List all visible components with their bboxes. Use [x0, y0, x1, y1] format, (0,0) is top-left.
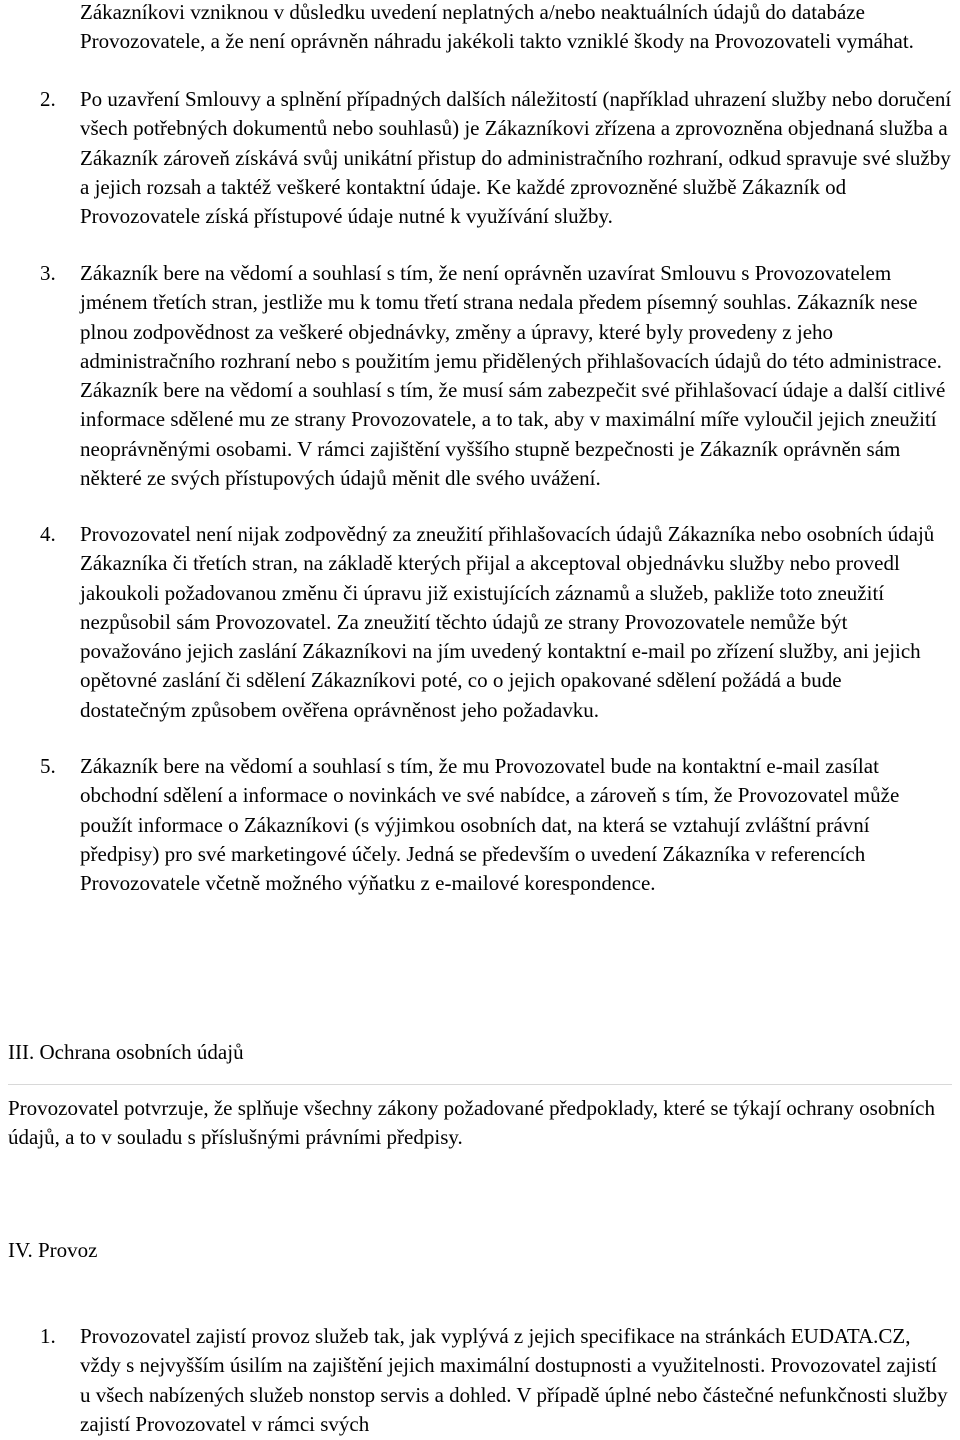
- list-number: 2.: [40, 87, 56, 111]
- section-heading-iv: IV. Provoz: [8, 1238, 98, 1262]
- list-number: 4.: [40, 522, 56, 546]
- section-heading-iii: III. Ochrana osobních údajů: [8, 1040, 244, 1064]
- continuation-text: Zákazníkovi vzniknou v důsledku uvedení neplatných a/nebo neaktuálních údajů do databáze Provozovatele, a že není oprávněn náhradu jakékoli takto vzniklé škody na Provozovateli vymáhat.: [80, 0, 914, 54]
- list-number: 1.: [40, 1324, 56, 1348]
- section-iii-paragraph: Provozovatel potvrzuje, že splňuje všechny zákony požadované předpoklady, které se týkají ochrany osobních údajů, a to v souladu s příslušnými právními předpisy.: [8, 1096, 936, 1150]
- list-number: 3.: [40, 261, 56, 285]
- section-divider: [8, 1084, 952, 1085]
- list-item-text: Provozovatel zajistí provoz služeb tak, jak vyplývá z jejich specifikace na stránkách EUDATA.CZ, vždy s nejvyšším úsilím na zajištění jejich maximální dostupnosti a využitelnosti. Provozovatel zajistí u všech nabízených služeb nonstop servis a dohled. V případě úplné nebo částečné nefunkčnosti služby zajistí Provozovatel v rámci svých: [80, 1324, 948, 1436]
- list-number: 5.: [40, 754, 56, 778]
- list-item-text: Provozovatel není nijak zodpovědný za zneužití přihlašovacích údajů Zákazníka nebo osobních údajů Zákazníka či třetích stran, na základě kterých přijal a akceptoval objednávku služby nebo provedl jakoukoli požadovanou změnu či úpravu již existujících záznamů a služeb, pakliže toto zneužití nezpůsobil sám Provozovatel. Za zneužití těchto údajů ze strany Provozovatele nemůže být považováno jejich zaslání Zákazníkovi na jím uvedený kontaktní e-mail po zřízení služby, ani jejich opětovné zaslání či sdělení Zákazníkovi poté, co o jejich opakované sdělení požádá a bude dostatečným způsobem ověřena oprávněnost jeho požadavku.: [80, 522, 935, 722]
- list-item-text: Po uzavření Smlouvy a splnění případných dalších náležitostí (například uhrazení služby nebo doručení všech potřebných dokumentů nebo souhlasů) je Zákazníkovi zřízena a zprovozněna objednaná služba a Zákazník zároveň získává svůj unikátní přistup do administračního rozhraní, odkud spravuje své služby a jejich rozsah a taktéž veškeré kontaktní údaje. Ke každé zprovozněné službě Zákazník od Provozovatele získá přístupové údaje nutné k využívání služby.: [80, 87, 952, 229]
- list-item-text: Zákazník bere na vědomí a souhlasí s tím, že mu Provozovatel bude na kontaktní e-mail zasílat obchodní sdělení a informace o novinkách ve své nabídce, a zároveň s tím, že Provozovatel může použít informace o Zákazníkovi (s výjimkou osobních dat, na která se vztahují zvláštní právní předpisy) pro své marketingové účely. Jedná se především o uvedení Zákazníka v referencích Provozovatele včetně možného výňatku z e-mailové korespondence.: [80, 754, 900, 896]
- list-item-text: Zákazník bere na vědomí a souhlasí s tím, že není oprávněn uzavírat Smlouvu s Provozovatelem jménem třetích stran, jestliže mu k tomu třetí strana nedala předem písemný souhlas. Zákazník nese plnou zodpovědnost za veškeré objednávky, změny a úpravy, které byly provedeny z jeho administračního rozhraní nebo s použitím jemu přidělených přihlašovacích údajů do této administrace. Zákazník bere na vědomí a souhlasí s tím, že musí sám zabezpečit své přihlašovací údaje a další citlivé informace sdělené mu ze strany Provozovatele, a to tak, aby v maximální míře vyloučil jejich zneužití neoprávněnými osobami. V rámci zajištění vyššího stupně bezpečnosti je Zákazník oprávněn sám některé ze svých přístupových údajů měnit dle svého uvážení.: [80, 261, 946, 491]
